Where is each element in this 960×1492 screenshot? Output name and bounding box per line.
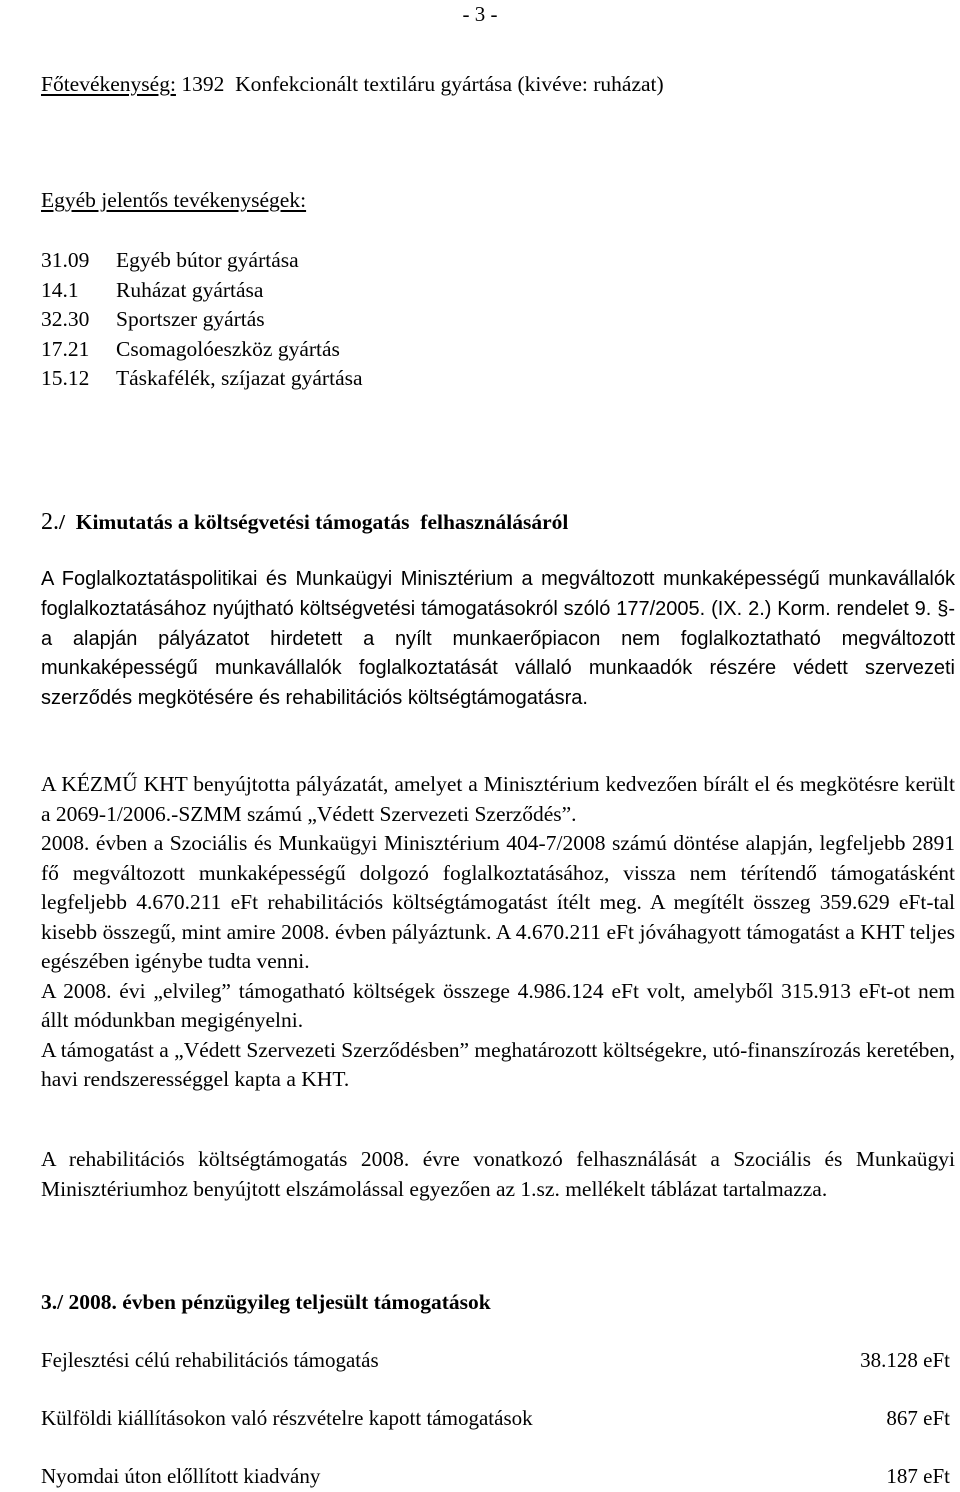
activity-code: 15.12	[41, 366, 90, 390]
activity-name: Ruházat gyártása	[116, 277, 264, 302]
activity-code: 32.30	[41, 307, 90, 331]
activity-code: 14.1	[41, 277, 79, 302]
activity-code: 17.21	[41, 336, 90, 361]
section-2-paragraph-3	[41, 1145, 955, 1204]
table-row	[41, 1464, 950, 1489]
activity-name: Egyéb bútor gyártása	[116, 248, 299, 272]
activity-name: Táskafélék, szíjazat gyártása	[116, 366, 363, 390]
other-activities-label: Egyéb jelentős tevékenységek:	[41, 188, 307, 212]
paragraph-line: 2008. évben a Szociális és Munkaügyi Minisztérium 404-7/2008 számú döntése alapján, legfeljebb 2891 fő megváltozott munkaképességű dolgozó foglalkoztatásához, vissza nem térítendő támogatásként legfeljebb 4.670.211 eFt rehabilitációs költségtámogatást ítélt meg. A megítélt összeg 359.629 eFt-tal kisebb összegű, mint amire 2008. évben pályáztunk. A 4.670.211 eFt jóváhagyott támogatást a KHT teljes egészében igénybe tudta venni.	[41, 831, 955, 973]
paragraph-text: A Foglalkoztatáspolitikai és Munkaügyi Minisztérium a megváltozott munkaképességű munkavállalók foglalkoztatásához nyújtható költségvetési támogatásokról szóló 177/2005. (IX. 2.) Korm. rendelet 9. §-a alapján pályázatot hirdetett a nyílt munkaerőpiacon nem foglalkoztatható megváltozott munkaképességű munkavállalók foglalkoztatását vállaló munkaadók részére védett szervezeti szerződés megkötésére és rehabilitációs költségtámogatásra.	[41, 568, 955, 710]
activity-code: 31.09	[41, 248, 90, 272]
main-activity-value: 1392 Konfekcionált textiláru gyártása (kivéve: ruházat)	[175, 72, 664, 96]
activity-name: Csomagolóeszköz gyártás	[116, 336, 340, 361]
section-2-title: / Kimutatás a költségvetési támogatás felhasználásáról	[59, 510, 569, 534]
section-2-paragraph-1	[41, 565, 955, 714]
page-number: - 3 -	[462, 2, 498, 26]
section-2-paragraph-2	[41, 770, 955, 1095]
paragraph-line: A támogatást a „Védett Szervezeti Szerződésben” meghatározott költségekre, utó-finanszírozás keretében, havi rendszerességgel kapta a KHT.	[41, 1037, 955, 1091]
paragraph-line: A 2008. évi „elvileg” támogatható költségek összege 4.986.124 eFt volt, amelyből 315.913 eFt-ot nem állt módunkban megigényelni.	[41, 978, 955, 1032]
list-item	[41, 276, 363, 306]
table-row	[41, 1406, 950, 1431]
section-2-number: 2.	[41, 509, 59, 535]
table-row	[41, 1348, 950, 1373]
activity-name: Sportszer gyártás	[116, 307, 265, 331]
row-amount: 38.128 eFt	[860, 1348, 950, 1372]
list-item	[41, 305, 363, 335]
list-item	[41, 246, 363, 276]
list-item	[41, 364, 363, 394]
list-item	[41, 335, 363, 365]
main-activity-label: Főtevékenység:	[41, 72, 176, 96]
row-label: Külföldi kiállításokon való részvételre kapott támogatások	[41, 1406, 533, 1430]
paragraph-text: A rehabilitációs költségtámogatás 2008. évre vonatkozó felhasználását a Szociális és Munkaügyi Minisztériumhoz benyújtott elszámolással egyezően az 1.sz. mellékelt táblázat tartalmazza.	[41, 1147, 955, 1201]
other-activities-heading	[41, 188, 306, 213]
row-amount: 187 eFt	[886, 1464, 950, 1488]
row-label: Nyomdai úton előllított kiadvány	[41, 1464, 321, 1488]
row-amount: 867 eFt	[886, 1406, 950, 1430]
main-activity	[41, 72, 664, 97]
row-label: Fejlesztési célú rehabilitációs támogatás	[41, 1348, 379, 1372]
section-2-heading	[41, 509, 568, 536]
activity-list	[41, 246, 363, 394]
paragraph-line: A KÉZMŰ KHT benyújtotta pályázatát, amelyet a Minisztérium kedvezően bírált el és megkötésre került a 2069-1/2006.-SZMM számú „Védett Szervezeti Szerződés”.	[41, 772, 955, 826]
section-3-heading: 3./ 2008. évben pénzügyileg teljesült támogatások	[41, 1290, 491, 1314]
